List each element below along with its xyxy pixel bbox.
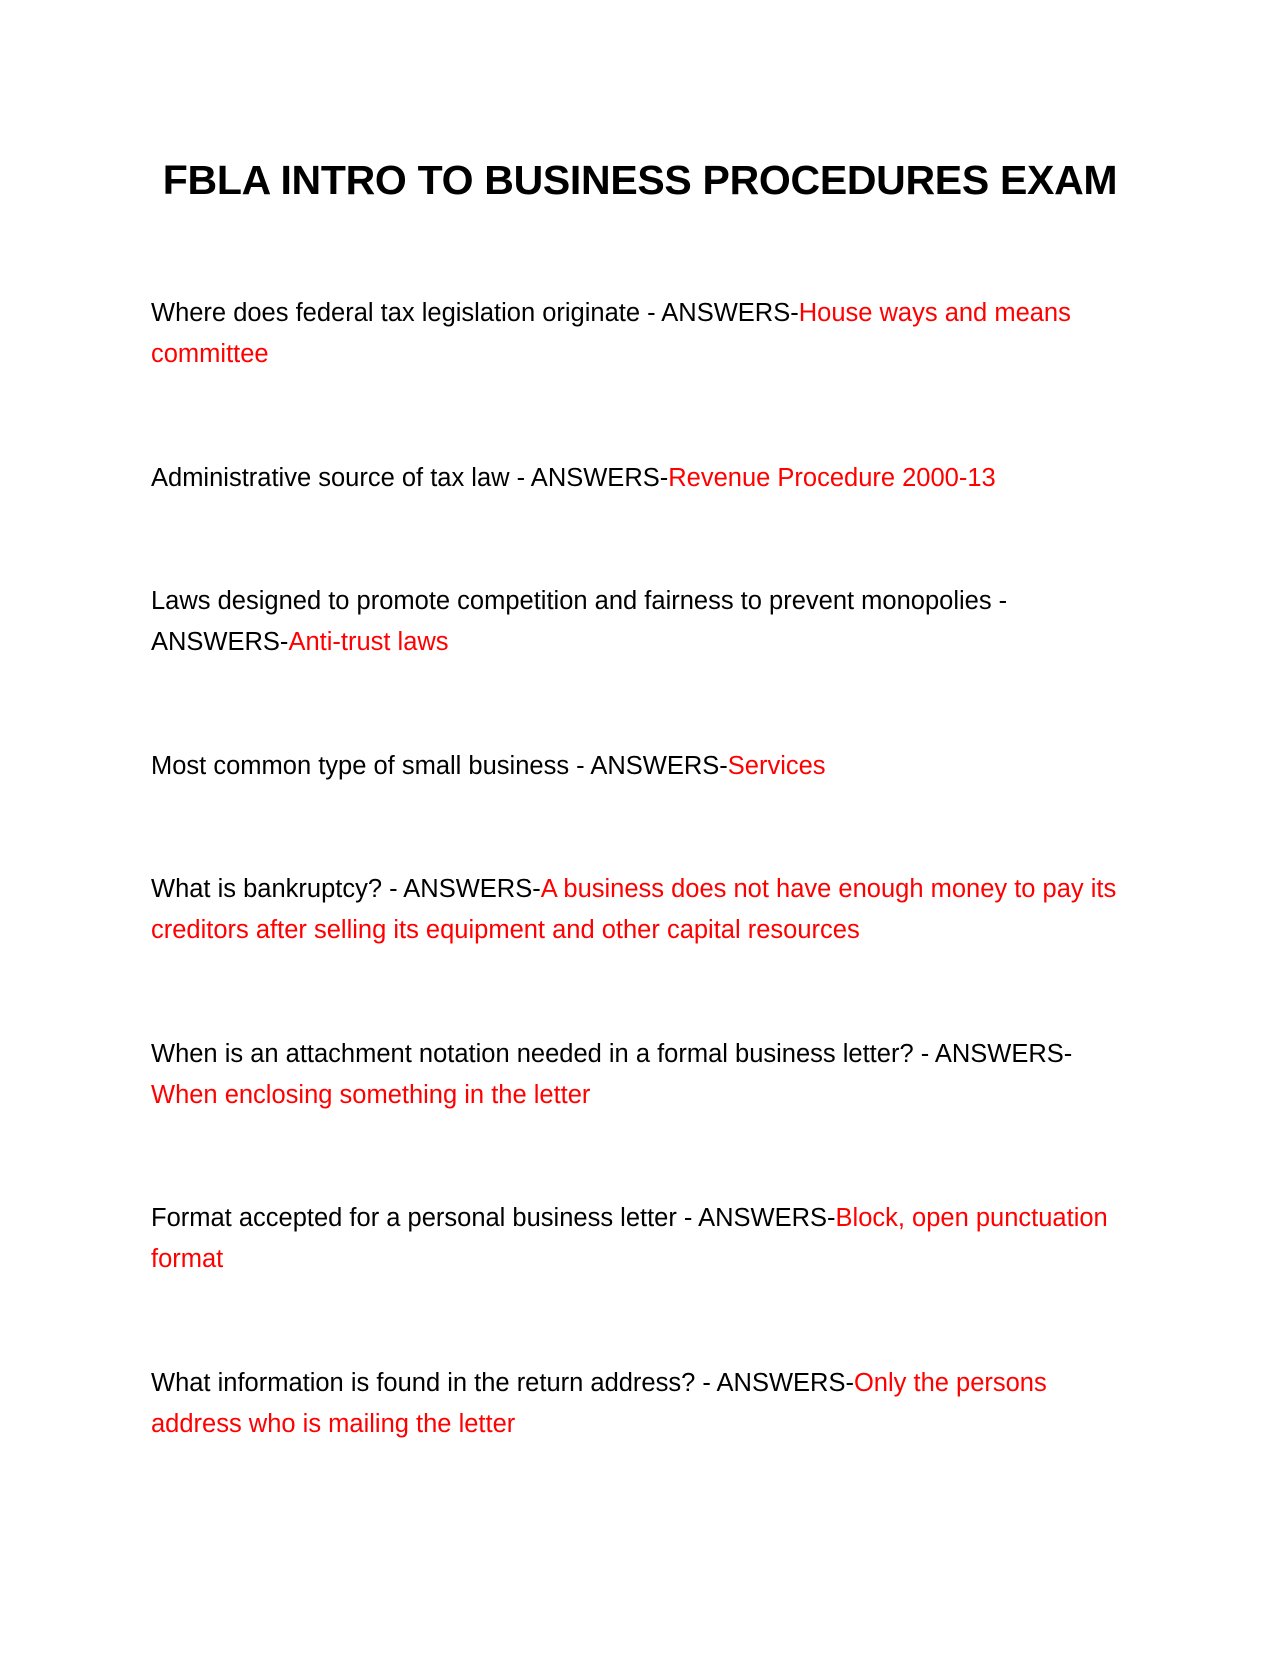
answer-text: When enclosing something in the letter xyxy=(151,1081,591,1109)
question-text: When is an attachment notation needed in a formal business letter? - ANSWERS- xyxy=(151,1040,1073,1068)
question-text: What is bankruptcy? - ANSWERS- xyxy=(151,875,541,903)
qa-item xyxy=(151,1363,1131,1445)
question-text: Format accepted for a personal business letter - ANSWERS- xyxy=(151,1204,836,1232)
answer-text: Services xyxy=(727,752,826,780)
qa-item xyxy=(151,1198,1131,1280)
qa-item xyxy=(151,293,1131,375)
page-title: FBLA INTRO TO BUSINESS PROCEDURES EXAM xyxy=(162,157,1118,203)
question-text: What information is found in the return address? - ANSWERS- xyxy=(151,1369,854,1397)
answer-text: Block, open punctuation format xyxy=(151,1204,1108,1273)
question-text: Laws designed to promote competition and fairness to prevent monopolies - ANSWERS- xyxy=(151,587,1008,656)
qa-item xyxy=(151,1034,1131,1116)
answer-text: Revenue Procedure 2000-13 xyxy=(668,464,996,492)
qa-item xyxy=(151,869,1131,951)
qa-item xyxy=(151,581,1131,663)
answer-text: Anti-trust laws xyxy=(288,628,449,656)
qa-item xyxy=(151,458,1131,499)
answer-text: A business does not have enough money to pay its creditors after selling its equipment and other capital resources xyxy=(151,875,1117,944)
answer-text: House ways and means committee xyxy=(151,299,1071,368)
question-text: Where does federal tax legislation originate - ANSWERS- xyxy=(151,299,799,327)
question-text: Administrative source of tax law - ANSWERS- xyxy=(151,464,669,492)
qa-item xyxy=(151,746,1131,787)
answer-text: Only the persons address who is mailing the letter xyxy=(151,1369,1047,1438)
question-text: Most common type of small business - ANSWERS- xyxy=(151,752,728,780)
